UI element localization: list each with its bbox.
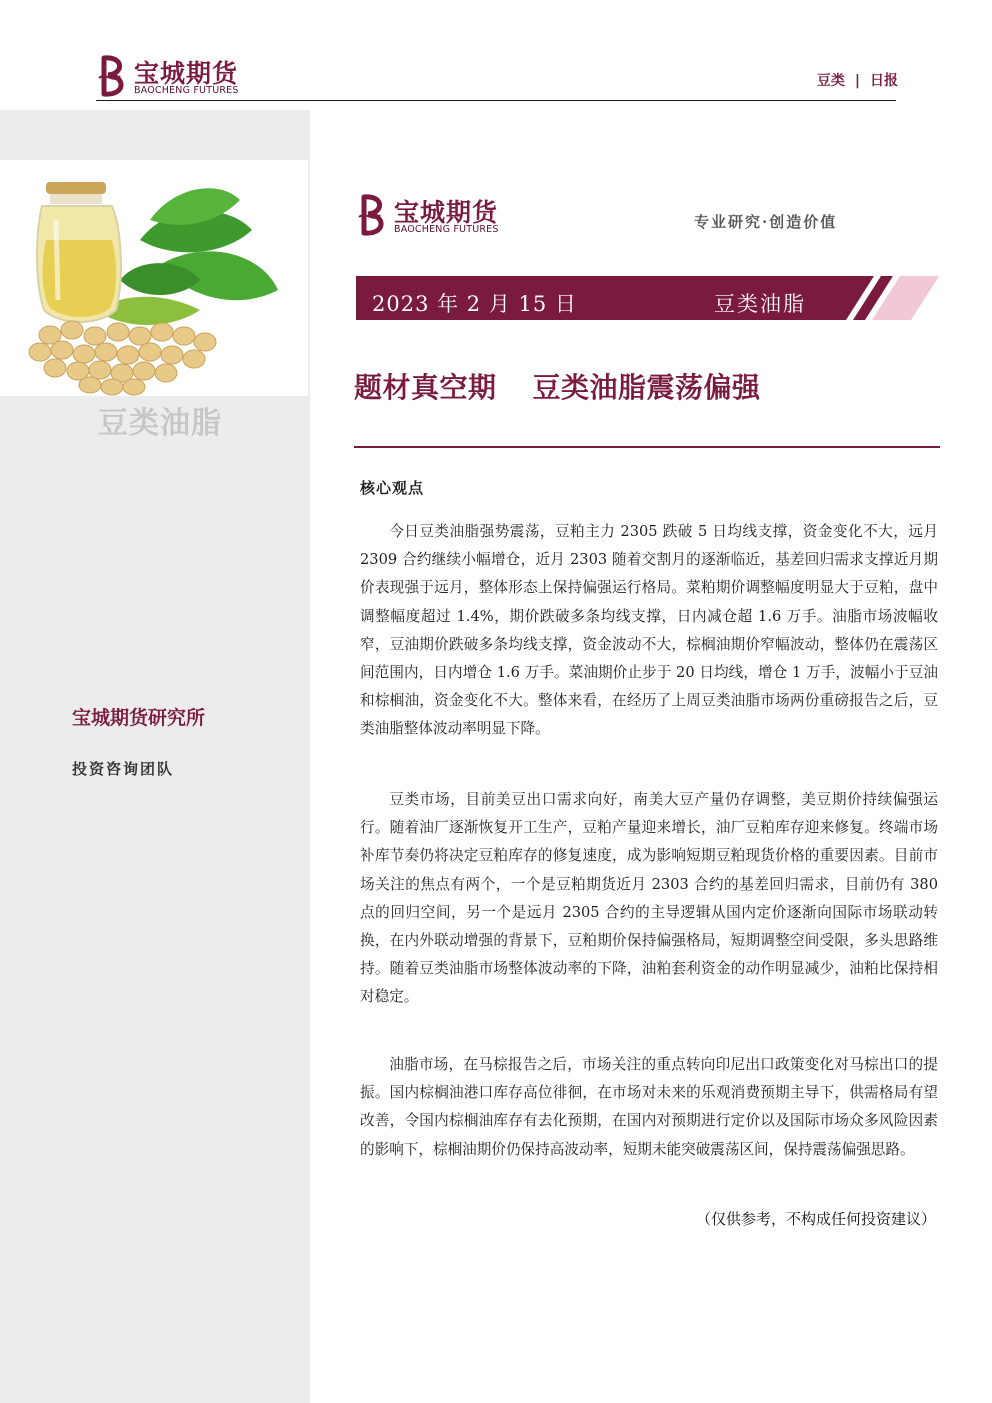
soybean-oil-illustration-icon [0,160,308,396]
header-divider [96,100,896,101]
headline-divider [354,446,940,448]
section-title: 核心观点 [360,479,425,497]
headline-part-1: 题材真空期 [354,371,497,404]
paragraph-soybean-market: 豆类市场，目前美豆出口需求向好，南美大豆产量仍存调整，美豆期价持续偏强运行。随着油厂逐渐恢复开工生产，豆粕产量迎来增长，油厂豆粕库存迎来修复。终端市场补库节奏仍将决定豆粕库存的修复速度，成为影响短期豆粕现货价格的重要因素。目前市场关注的焦点有两个，一个是豆粕期货近月 2303 合约的基差回归需求，目前仍有 380 点的回归空间，另一个是远月 2305 合约的主导逻辑从国内定价逐渐向国际市场联动转换，在内外联动增强的背景下，豆粕期价保持偏强格局，短期调整空间受限，多头思路维持。随着豆类油脂市场整体波动率的下降，油粕套利资金的动作明显减少，油粕比保持相对稳定。 [360,791,938,1006]
header-tags [817,70,898,90]
report-headline [354,366,761,406]
brand-chinese-name: 宝城期货 [394,198,499,227]
logo-english-name: BAOCHENG FUTURES [134,85,239,96]
brand-english-name: BAOCHENG FUTURES [394,224,499,235]
paragraph-oil-market: 油脂市场，在马棕报告之后，市场关注的重点转向印尼出口政策变化对马棕出口的提振。国内棕榈油港口库存高位徘徊，在市场对未来的乐观消费预期主导下，供需格局有望改善，令国内棕榈油库存有去化预期，在国内对预期进行定价以及国际市场众多风险因素的影响下，棕榈油期价仍保持高波动率，短期未能突破震荡区间，保持震荡偏强思路。 [360,1056,938,1158]
disclaimer: （仅供参考，不构成任何投资建议） [695,1210,936,1228]
cover-image-title: 豆类油脂 [98,406,222,441]
team-name: 投资咨询团队 [72,760,175,778]
paragraph-overview: 今日豆类油脂强势震荡，豆粕主力 2305 跌破 5 日均线支撑，资金变化不大，远月 2309 合约继续小幅增仓，近月 2303 随着交割月的逐渐临近，基差回归需求支撑近月期价表现强于远月，整体形态上保持偏强运行格局。菜粕期价调整幅度明显大于豆粕，盘中调整幅度超过 1.4%，期价跌破多条均线支撑，日内减仓超 1.6 万手。油脂市场波幅收窄，豆油期价跌破多条均线支撑，资金波动不大，棕榈油期价窄幅波动，整体仍在震荡区间范围内，日内增仓 1.6 万手。菜油期价止步于 20 日均线，增仓 1 万手，波幅小于豆油和棕榈油，资金变化不大。整体来看，在经历了上周豆类油脂市场两份重磅报告之后，豆类油脂整体波动率明显下降。 [360,523,938,738]
research-institute: 宝城期货研究所 [72,707,206,729]
header-tag-category: 豆类 [816,73,845,89]
header-tag-separator: | [854,73,860,89]
brand-logo [356,193,526,239]
cover-image [0,160,308,396]
slogan: 专业研究·创造价值 [694,213,838,231]
report-date: 2023 年 2 月 15 日 [372,292,577,316]
logo-mark-icon [96,54,130,98]
logo-mark-icon [356,193,390,237]
header-tag-type: 日报 [870,73,898,89]
logo-chinese-name: 宝城期货 [134,59,239,88]
header-logo [96,54,256,100]
report-category: 豆类油脂 [714,292,806,316]
headline-part-2: 豆类油脂震荡偏强 [532,371,761,404]
